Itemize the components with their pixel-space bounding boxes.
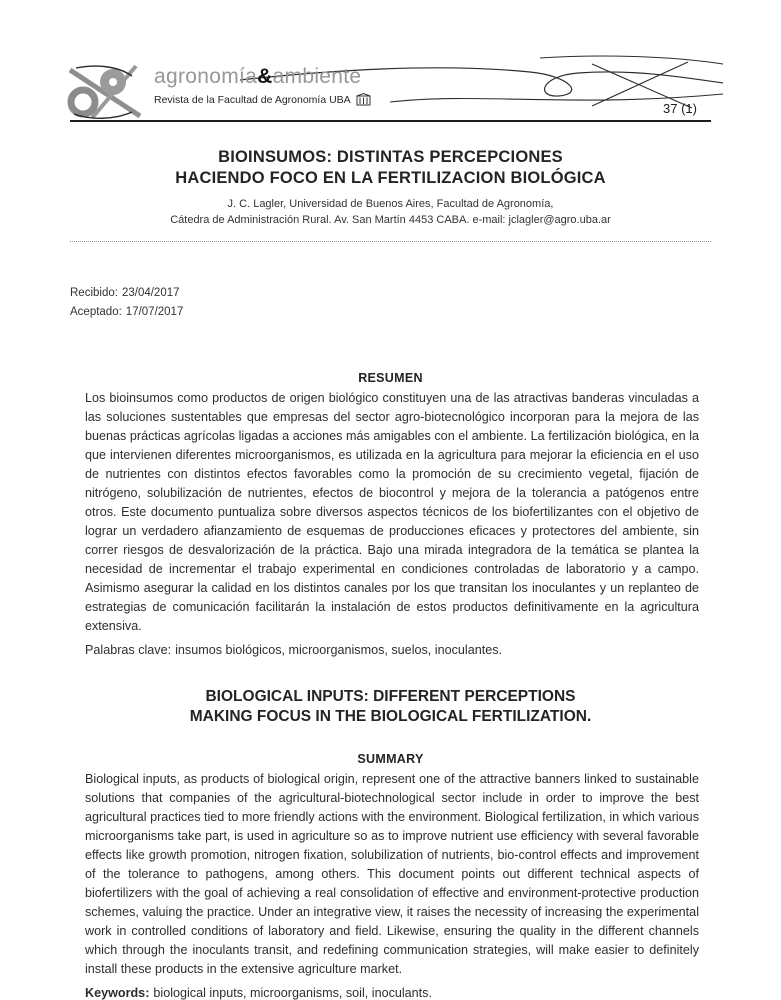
journal-brand	[154, 65, 371, 106]
article-title-line1: BIOINSUMOS: DISTINTAS PERCEPCIONES	[218, 148, 563, 166]
accepted-date-row	[70, 303, 711, 322]
article-title-line2: HACIENDO FOCO EN LA FERTILIZACION BIOLÓGICA	[175, 168, 606, 187]
english-title-line2: MAKING FOCUS IN THE BIOLOGICAL FERTILIZATION.	[189, 708, 592, 726]
submission-dates	[70, 284, 711, 322]
journal-name-part2: ambiente	[272, 65, 362, 88]
journal-name-part1: agronomía	[154, 65, 258, 88]
keywords-label: Keywords:	[85, 986, 150, 1000]
accepted-label: Aceptado:	[70, 306, 122, 319]
author-affiliation	[70, 197, 711, 229]
resumen-body: Los bioinsumos como productos de origen biológico constituyen una de las atractivas banderas vinculadas a las soluciones sustentables que empresas del sector agro-biotecnológico incorporan para la mejora de las buenas prácticas agrícolas ligadas a acciones más amigables con el ambiente. La fertilización biológica, en la que intervienen diferentes microorganismos, es utilizada en la agricultura para mejorar la eficiencia en el uso de nutrientes con distintos efectos favorables como la promoción de su crecimiento vegetal, fijación de nitrógeno, solubilización de nutrientes, efectos de biocontrol y mejora de la tolerancia a patógenos entre otros. Este documento puntualiza sobre diversos aspectos técnicos de los biofertilizantes con el objetivo de lograr un verdadero afianzamiento de esquemas de producciones eficaces y protectores del ambiente, sin correr riesgos de desvalorización de la práctica. Bajo una mirada integradora de la temática se plantea la necesidad de incrementar el trabajo experimental en condiciones controladas de laboratorio y a campo. Asimismo asegurar la calidad en los distintos canales por los que transitan los inoculantes y un replanteo de estrategias de comunicación facilitarán la instalación de estos productos definitivamente en la agricultura extensiva.	[85, 391, 699, 634]
palabras-clave-row	[70, 643, 711, 657]
received-date-row	[70, 284, 711, 303]
article-title	[70, 147, 711, 188]
journal-logo-icon	[66, 62, 146, 122]
dotted-divider	[70, 241, 711, 242]
journal-subtitle-row	[154, 93, 371, 106]
journal-name	[154, 65, 371, 89]
author-line1: J. C. Lagler, Universidad de Buenos Aires, Facultad de Agronomía,	[227, 198, 554, 211]
journal-name-ampersand: &	[257, 65, 273, 88]
accepted-date: 17/07/2017	[125, 306, 184, 319]
summary-body: Biological inputs, as products of biological origin, represent one of the attractive banners linked to sustainable solutions that companies of the agricultural-biotechnological sector include in order to improve the best agricultural practices tied to more friendly actions with the environment. Biological fertilization, in which various microorganisms take part, is used in agriculture so as to improve nutrient use efficiency with several favorable effects like growth promotion, nitrogen fixation, solubilization of nutrients, bio-control effects and improvement of the tolerance to pathogens, among others. This document points out different technical aspects of biofertilizers with the goal of achieving a real consolidation of effective and environment-protective production schemes, valuing the practice. Under an integrative view, it raises the necessity of increasing the experimental work in controlled conditions of laboratory and field. Likewise, ensuring the quality in the different channels which through the inoculants transit, and redefining communication strategies, will make easier to definitely install these products in the extensive agriculture market.	[85, 772, 699, 977]
university-crest-icon	[356, 93, 371, 106]
keywords-list: biological inputs, microorganisms, soil, inoculants.	[153, 986, 432, 1000]
palabras-clave-label: Palabras clave:	[85, 643, 172, 658]
journal-header	[70, 64, 711, 122]
english-title	[70, 687, 711, 727]
english-title-line1: BIOLOGICAL INPUTS: DIFFERENT PERCEPTIONS	[205, 688, 576, 706]
resumen-heading: RESUMEN	[358, 371, 423, 386]
keywords-row	[70, 986, 711, 1000]
received-date: 23/04/2017	[121, 287, 180, 300]
palabras-clave-list: insumos biológicos, microorganismos, suelos, inoculantes.	[175, 643, 502, 658]
author-line2: Cátedra de Administración Rural. Av. San Martín 4453 CABA. e-mail: jclagler@agro.uba.ar	[170, 214, 611, 227]
issue-number: 37 (1)	[663, 101, 697, 116]
received-label: Recibido:	[70, 287, 118, 300]
journal-subtitle: Revista de la Facultad de Agronomía UBA	[154, 93, 351, 106]
summary-heading: SUMMARY	[357, 752, 424, 767]
